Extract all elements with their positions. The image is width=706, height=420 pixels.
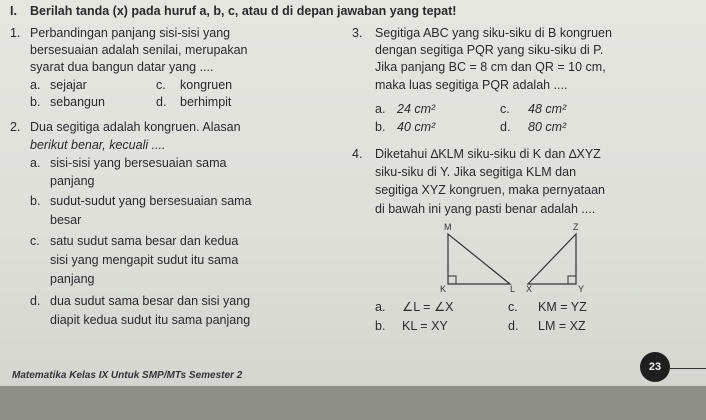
q4-line-2: siku-siku di Y. Jika segitiga KLM dan [375,165,577,179]
q1-option-c-letter[interactable]: c. [156,78,166,92]
label-m: M [444,222,452,232]
label-z: Z [573,222,579,232]
q3-option-a-letter[interactable]: a. [375,102,386,116]
q1-number: 1. [10,26,21,40]
q3-number: 3. [352,26,363,40]
q1-option-d-letter[interactable]: d. [156,95,167,109]
q4-option-d-letter[interactable]: d. [508,319,519,333]
q2-option-c-line-1[interactable]: satu sudut sama besar dan kedua [50,234,239,248]
page-number: 23 [640,352,670,382]
q1-option-a-letter[interactable]: a. [30,78,41,92]
q1-option-d-text[interactable]: berhimpit [180,95,232,109]
label-x: X [526,284,533,294]
q1-option-c-text[interactable]: kongruen [180,78,233,92]
q3-option-d-letter[interactable]: d. [500,120,511,134]
q4-number: 4. [352,147,363,161]
label-k: K [440,284,447,294]
q3-line-3: Jika panjang BC = 8 cm dan QR = 10 cm, [375,60,606,74]
right-angle-mark-y [568,276,576,284]
q2-option-d-line-2[interactable]: diapit kedua sudut itu sama panjang [50,313,251,327]
q3-option-a-text[interactable]: 24 cm² [397,102,436,116]
q3-option-b-letter[interactable]: b. [375,120,386,134]
q2-number: 2. [10,120,21,134]
section-instruction: Berilah tanda (x) pada huruf a, b, c, atau d di depan jawaban yang tepat! [30,4,457,18]
q4-option-a-text[interactable]: ∠L = ∠X [402,300,454,314]
footer-divider [670,368,706,369]
q2-option-d-letter[interactable]: d. [30,294,41,308]
footer-text: Matematika Kelas IX Untuk SMP/MTs Semester 2 [12,370,243,381]
q4-line-1: Diketahui ∆KLM siku-siku di K dan ∆XYZ [375,147,601,161]
q3-option-c-text[interactable]: 48 cm² [528,102,567,116]
q2-line-1: Dua segitiga adalah kongruen. Alasan [30,120,241,134]
q1-line-3: syarat dua bangun datar yang .... [30,60,214,74]
q3-line-4: maka luas segitiga PQR adalah .... [375,78,568,92]
q2-option-a-line-2[interactable]: panjang [50,174,95,188]
q1-option-a-text[interactable]: sejajar [50,78,87,92]
q2-option-a-letter[interactable]: a. [30,156,41,170]
q3-option-b-text[interactable]: 40 cm² [397,120,436,134]
q4-option-b-text[interactable]: KL = XY [402,319,448,333]
q2-line-2: berikut benar, kecuali .... [30,138,166,152]
q2-option-c-letter[interactable]: c. [30,234,40,248]
triangle-xyz-figure [518,222,588,292]
q1-line-1: Perbandingan panjang sisi-sisi yang [30,26,231,40]
triangle-klm-figure [440,222,520,292]
q4-line-4: di bawah ini yang pasti benar adalah .... [375,202,596,216]
q4-option-c-text[interactable]: KM = YZ [538,300,587,314]
q2-option-b-line-1[interactable]: sudut-sudut yang bersesuaian sama [50,194,252,208]
label-l: L [510,284,516,294]
q1-option-b-letter[interactable]: b. [30,95,41,109]
q4-option-a-letter[interactable]: a. [375,300,386,314]
q2-option-a-line-1[interactable]: sisi-sisi yang bersesuaian sama [50,156,227,170]
q1-option-b-text[interactable]: sebangun [50,95,105,109]
triangle-klm [448,234,510,284]
q3-line-2: dengan segitiga PQR yang siku-siku di P. [375,43,604,57]
q4-option-d-text[interactable]: LM = XZ [538,319,586,333]
q3-option-c-letter[interactable]: c. [500,102,510,116]
label-y: Y [578,284,585,294]
q2-option-d-line-1[interactable]: dua sudut sama besar dan sisi yang [50,294,251,308]
q2-option-c-line-3[interactable]: panjang [50,272,95,286]
q1-line-2: bersesuaian adalah senilai, merupakan [30,43,248,57]
q2-option-b-letter[interactable]: b. [30,194,41,208]
q3-line-1: Segitiga ABC yang siku-siku di B kongruen [375,26,612,40]
q4-line-3: segitiga XYZ kongruen, maka pernyataan [375,183,605,197]
q3-option-d-text[interactable]: 80 cm² [528,120,567,134]
section-number: I. [10,4,17,18]
q4-option-c-letter[interactable]: c. [508,300,518,314]
right-angle-mark-k [448,276,456,284]
q4-option-b-letter[interactable]: b. [375,319,386,333]
bottom-shadow [0,386,706,420]
q2-option-b-line-2[interactable]: besar [50,213,82,227]
q2-option-c-line-2[interactable]: sisi yang mengapit sudut itu sama [50,253,239,267]
